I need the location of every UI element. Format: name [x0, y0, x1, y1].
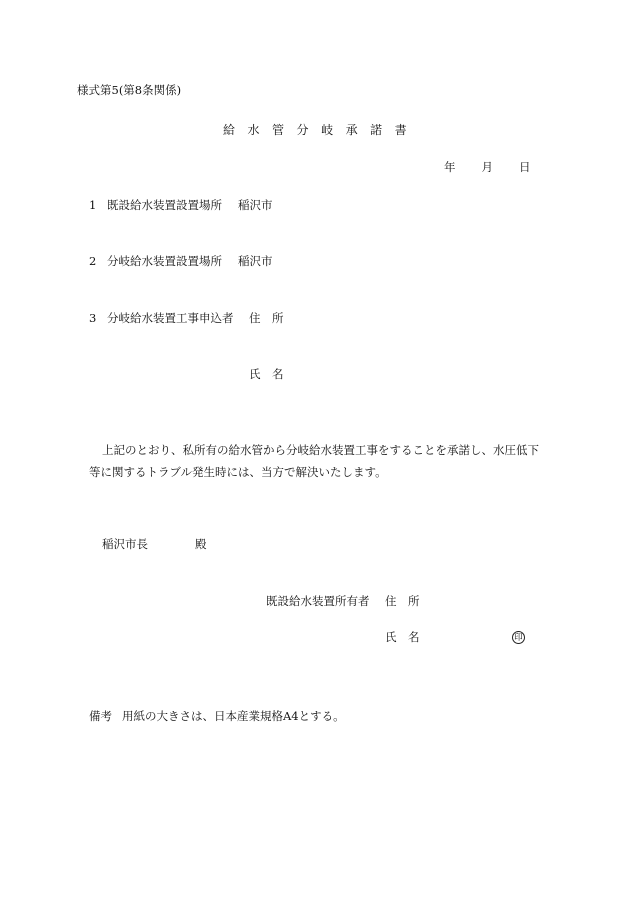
addressee: 稲沢市長	[102, 537, 148, 551]
remarks-text: 用紙の大きさは、日本産業規格A4とする。	[122, 709, 345, 723]
title-char: 諾	[370, 123, 383, 137]
item-1-label: 既設給水装置設置場所	[107, 198, 222, 212]
document-title	[223, 124, 407, 137]
applicant-name-label: 氏 名	[249, 367, 284, 381]
title-char: 分	[296, 123, 309, 137]
title-char: 岐	[321, 123, 334, 137]
remarks-label: 備考	[89, 709, 112, 723]
owner-address-label: 住 所	[385, 594, 420, 608]
statement-line-2: 等に関するトラブル発生時には、当方で解決いたします。	[89, 465, 387, 479]
date-day: 日	[519, 160, 531, 174]
owner-label: 既設給水装置所有者	[266, 594, 370, 608]
title-char: 管	[272, 123, 285, 137]
item-3-number: 3	[89, 311, 97, 325]
title-char: 給	[223, 123, 236, 137]
owner-name-label: 氏 名	[385, 630, 420, 644]
honorific: 殿	[195, 537, 207, 551]
item-3-label: 分岐給水装置工事申込者	[107, 311, 234, 325]
form-number: 様式第5(第8条関係)	[77, 83, 182, 97]
item-3-address-label: 住 所	[249, 311, 284, 325]
item-1-number: 1	[89, 198, 97, 212]
item-2-value: 稲沢市	[238, 254, 273, 268]
item-1-value: 稲沢市	[238, 198, 273, 212]
item-2-number: 2	[89, 254, 97, 268]
title-char: 水	[247, 123, 260, 137]
statement-line-1: 上記のとおり、私所有の給水管から分岐給水装置工事をすることを承諾し、水圧低下	[102, 443, 539, 457]
title-char: 承	[345, 123, 358, 137]
date-month: 月	[481, 160, 493, 174]
date-line	[444, 162, 531, 174]
item-2-label: 分岐給水装置設置場所	[107, 254, 222, 268]
title-char: 書	[394, 123, 407, 137]
seal-mark: 印	[512, 631, 525, 644]
date-year: 年	[444, 160, 456, 174]
